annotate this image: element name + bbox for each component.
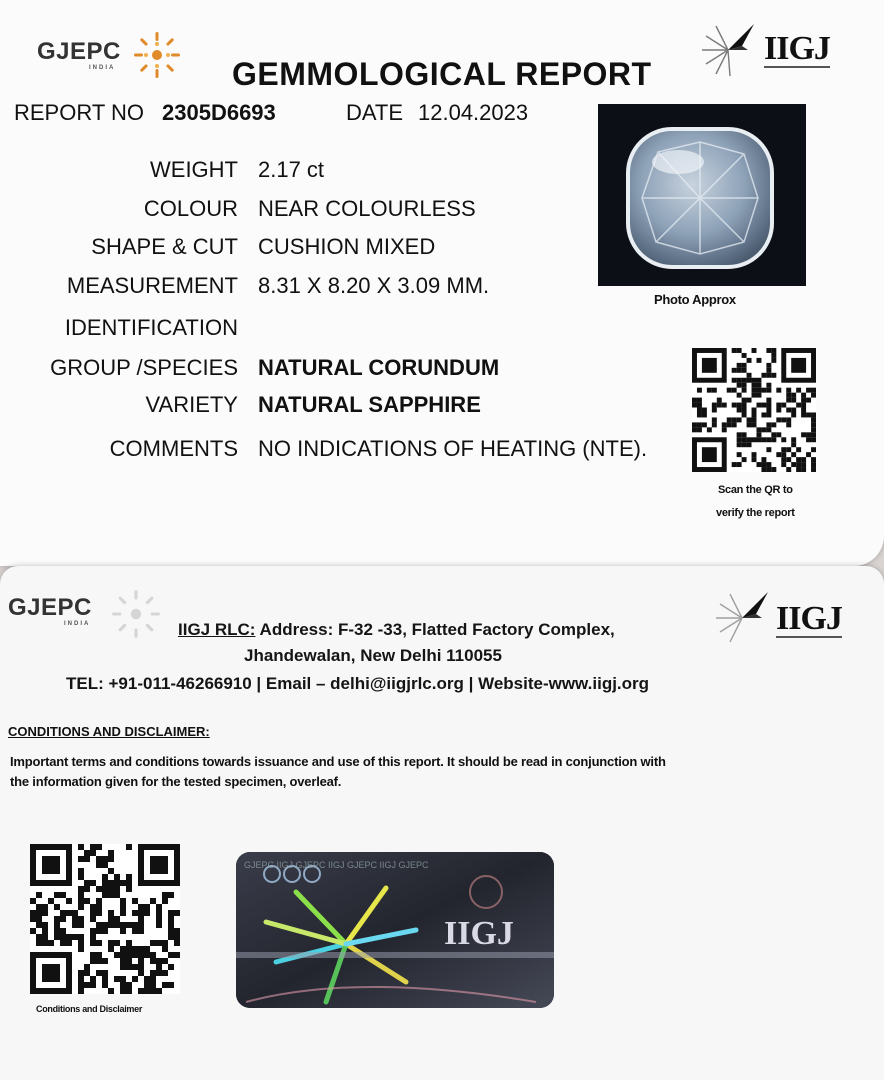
weight-value: 2.17 ct [258, 157, 325, 182]
variety-label: VARIETY [145, 392, 238, 417]
shape-cut-value: CUSHION MIXED [258, 234, 436, 259]
qr-caption-line2: verify the report [716, 507, 795, 519]
measurement-value: 8.31 X 8.20 X 3.09 MM. [258, 273, 490, 298]
back-iigj-logo [776, 600, 842, 638]
back-iigj-logo-text: IIGJ [776, 600, 842, 637]
report-title: GEMMOLOGICAL REPORT [232, 56, 652, 92]
date-label: DATE [346, 100, 404, 125]
conditions-qr-icon [30, 844, 180, 994]
weight-label: WEIGHT [150, 157, 238, 182]
gjepc-sunburst-icon [132, 30, 182, 80]
verify-qr-icon [692, 348, 816, 472]
gem-image [598, 104, 806, 286]
back-gjepc-logo [8, 594, 92, 627]
conditions-qr-code[interactable] [30, 844, 180, 994]
photo-caption: Photo Approx [654, 292, 736, 307]
back-gjepc-sunburst-icon [110, 588, 162, 640]
qr-caption-line1: Scan the QR to [718, 484, 793, 496]
date-value: 12.04.2023 [418, 100, 529, 125]
conditions-line2: the information given for the tested specimen, overleaf. [10, 774, 342, 789]
verify-qr-code[interactable] [692, 348, 816, 472]
hologram-pattern-text: GJEPC IIGJ GJEPC IIGJ GJEPC IIGJ GJEPC [244, 860, 429, 870]
back-gjepc-logo-sub: INDIA [64, 621, 91, 627]
address-text: Address: F-32 -33, Flatted Factory Complex, [255, 620, 615, 639]
gjepc-logo-text: GJEPC [37, 38, 121, 65]
hologram-iigj-logo: IIGJ [444, 915, 514, 952]
report-no-value: 2305D6693 [162, 100, 276, 125]
address-line1 [178, 620, 615, 640]
comments-label: COMMENTS [109, 436, 238, 461]
comments-value: NO INDICATIONS OF HEATING (NTE). [258, 436, 648, 461]
iigj-burst-icon [698, 20, 762, 80]
gjepc-logo [37, 38, 121, 71]
iigj-logo [764, 30, 830, 68]
shape-cut-label: SHAPE & CUT [91, 234, 238, 259]
gjepc-logo-sub: INDIA [89, 65, 116, 71]
hologram-image [236, 852, 554, 1008]
measurement-label: MEASUREMENT [66, 273, 238, 298]
report-no-label: REPORT NO [14, 100, 144, 125]
iigj-logo-text: IIGJ [764, 30, 830, 67]
variety-value: NATURAL SAPPHIRE [258, 392, 481, 417]
group-species-value: NATURAL CORUNDUM [258, 355, 500, 380]
security-hologram [236, 852, 554, 1008]
group-species-label: GROUP /SPECIES [50, 355, 238, 380]
colour-label: COLOUR [143, 196, 238, 221]
colour-value: NEAR COLOURLESS [258, 196, 476, 221]
gem-photo [598, 104, 806, 286]
back-gjepc-logo-text: GJEPC [8, 594, 92, 621]
conditions-qr-caption: Conditions and Disclaimer [36, 1004, 143, 1014]
contact-line: TEL: +91-011-46266910 | Email – delhi@iigjrlc.org | Website-www.iigj.org [66, 674, 650, 693]
conditions-title: CONDITIONS AND DISCLAIMER: [8, 724, 210, 739]
identification-label: IDENTIFICATION [64, 315, 238, 340]
address-line2: Jhandewalan, New Delhi 110055 [244, 646, 502, 665]
back-iigj-burst-icon [712, 588, 776, 648]
conditions-line1: Important terms and conditions towards issuance and use of this report. It should be read in conjunction with [10, 754, 666, 769]
address-label: IIGJ RLC: [178, 620, 256, 639]
